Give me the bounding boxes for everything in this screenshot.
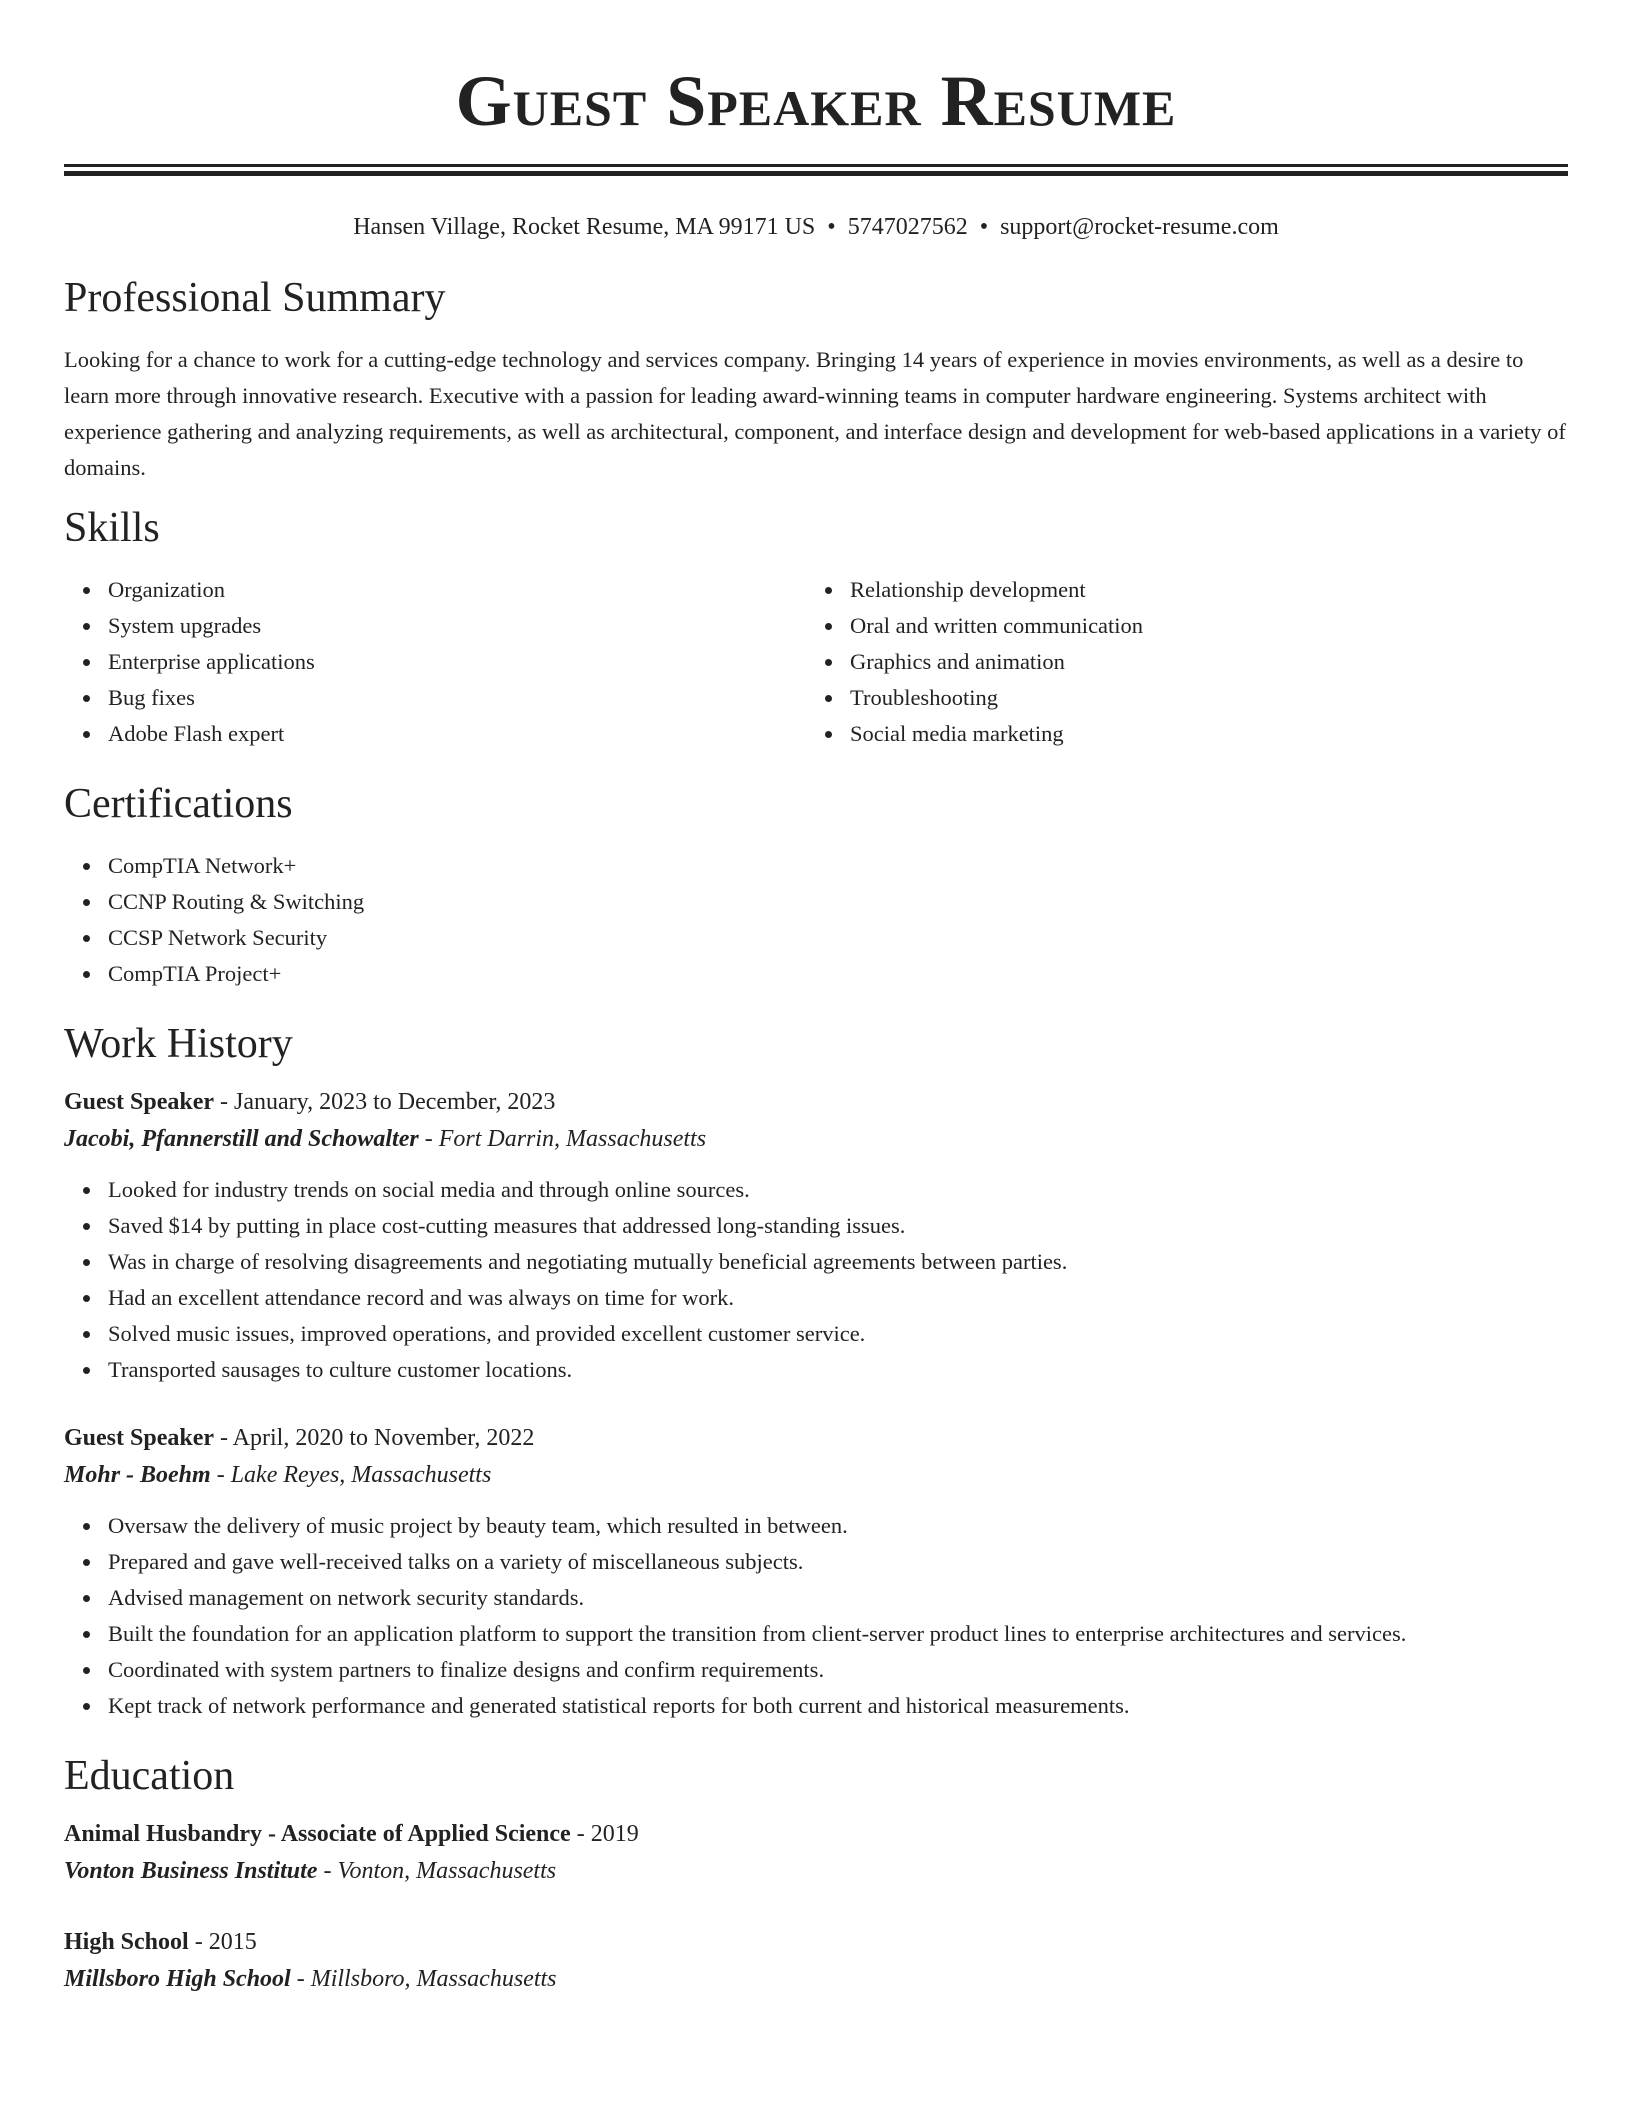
skill-item: Oral and written communication bbox=[850, 608, 1548, 644]
certifications-heading: Certifications bbox=[64, 781, 293, 827]
education-entry bbox=[64, 1816, 1568, 1890]
certification-item: CCNP Routing & Switching bbox=[108, 884, 1568, 920]
job-bullet: Built the foundation for an application platform to support the transition from client-server product lines to enterprise architectures and services. bbox=[108, 1616, 1568, 1652]
title-rule-thin bbox=[64, 164, 1568, 167]
skills-columns bbox=[64, 572, 1568, 752]
job-dates: - January, 2023 to December, 2023 bbox=[214, 1089, 556, 1115]
education-degree: Animal Husbandry - Associate of Applied Science bbox=[64, 1821, 571, 1847]
education-school: Millsboro High School bbox=[64, 1966, 291, 1992]
education-year: - 2019 bbox=[570, 1821, 639, 1847]
education-header bbox=[64, 1924, 1568, 1960]
education-location: - Millsboro, Massachusetts bbox=[290, 1966, 557, 1992]
skill-item: Social media marketing bbox=[850, 716, 1548, 752]
education-institution bbox=[64, 1852, 1568, 1890]
job-bullet: Coordinated with system partners to finalize designs and confirm requirements. bbox=[108, 1652, 1568, 1688]
job-employer bbox=[64, 1120, 1568, 1158]
summary-heading: Professional Summary bbox=[64, 275, 446, 321]
education-year: - 2015 bbox=[188, 1929, 257, 1955]
job-bullet: Was in charge of resolving disagreements and negotiating mutually beneficial agreements between parties. bbox=[108, 1244, 1568, 1280]
job-header bbox=[64, 1084, 1568, 1120]
skill-item: Enterprise applications bbox=[108, 644, 806, 680]
resume-title: Guest Speaker Resume bbox=[455, 61, 1177, 141]
certification-item: CompTIA Project+ bbox=[108, 956, 1568, 992]
skills-column-left bbox=[64, 572, 806, 752]
job-entry bbox=[64, 1420, 1568, 1724]
skill-item: Organization bbox=[108, 572, 806, 608]
job-bullet: Saved $14 by putting in place cost-cutting measures that addressed long-standing issues. bbox=[108, 1208, 1568, 1244]
resume-page bbox=[64, 0, 1568, 1998]
title-rule-thick bbox=[64, 171, 1568, 176]
contact-address: Hansen Village, Rocket Resume, MA 99171 US bbox=[353, 214, 816, 240]
job-bullets bbox=[64, 1508, 1568, 1724]
job-bullet: Prepared and gave well-received talks on a variety of miscellaneous subjects. bbox=[108, 1544, 1568, 1580]
certification-item: CCSP Network Security bbox=[108, 920, 1568, 956]
job-bullet: Looked for industry trends on social media and through online sources. bbox=[108, 1172, 1568, 1208]
certification-item: CompTIA Network+ bbox=[108, 848, 1568, 884]
education-header bbox=[64, 1816, 1568, 1852]
certifications-list bbox=[64, 848, 1568, 992]
job-entry bbox=[64, 1084, 1568, 1388]
skills-heading: Skills bbox=[64, 505, 160, 551]
skills-list-right bbox=[806, 572, 1548, 752]
job-title: Guest Speaker bbox=[64, 1425, 214, 1451]
contact-line bbox=[64, 212, 1568, 242]
education-location: - Vonton, Massachusetts bbox=[317, 1858, 557, 1884]
skill-item: Graphics and animation bbox=[850, 644, 1548, 680]
job-bullet: Kept track of network performance and generated statistical reports for both current and historical measurements. bbox=[108, 1688, 1568, 1724]
job-location: - Lake Reyes, Massachusetts bbox=[210, 1462, 492, 1488]
job-bullet: Solved music issues, improved operations, and provided excellent customer service. bbox=[108, 1316, 1568, 1352]
education-entry bbox=[64, 1924, 1568, 1998]
education-school: Vonton Business Institute bbox=[64, 1858, 318, 1884]
contact-separator: • bbox=[979, 214, 989, 240]
job-title: Guest Speaker bbox=[64, 1089, 214, 1115]
skill-item: Bug fixes bbox=[108, 680, 806, 716]
title-double-rule bbox=[64, 164, 1568, 176]
education-degree: High School bbox=[64, 1929, 189, 1955]
education-heading: Education bbox=[64, 1753, 235, 1799]
job-header bbox=[64, 1420, 1568, 1456]
summary-text: Looking for a chance to work for a cutting-edge technology and services company. Bringing 14 years of experience in movies environments, as well as a desire to learn more through innovative research. Executive with a passion for leading award-winning teams in computer hardware engineering. Systems architect with experience gathering and analyzing requirements, as well as architectural, component, and interface design and development for web-based applications in a variety of domains. bbox=[64, 347, 1566, 480]
job-company: Jacobi, Pfannerstill and Schowalter bbox=[64, 1126, 419, 1152]
job-bullet: Oversaw the delivery of music project by beauty team, which resulted in between. bbox=[108, 1508, 1568, 1544]
job-employer bbox=[64, 1456, 1568, 1494]
job-company: Mohr - Boehm bbox=[64, 1462, 211, 1488]
skill-item: Adobe Flash expert bbox=[108, 716, 806, 752]
skills-column-right bbox=[806, 572, 1548, 752]
contact-separator: • bbox=[827, 214, 836, 240]
job-bullets bbox=[64, 1172, 1568, 1388]
education-institution bbox=[64, 1960, 1568, 1998]
skill-item: System upgrades bbox=[108, 608, 806, 644]
job-dates: - April, 2020 to November, 2022 bbox=[214, 1425, 535, 1451]
work-history-heading: Work History bbox=[64, 1021, 293, 1067]
job-bullet: Advised management on network security standards. bbox=[108, 1580, 1568, 1616]
job-bullet: Had an excellent attendance record and was always on time for work. bbox=[108, 1280, 1568, 1316]
job-bullet: Transported sausages to culture customer locations. bbox=[108, 1352, 1568, 1388]
skills-list-left bbox=[64, 572, 806, 752]
skill-item: Relationship development bbox=[850, 572, 1548, 608]
contact-phone: 5747027562 bbox=[847, 214, 968, 240]
skill-item: Troubleshooting bbox=[850, 680, 1548, 716]
contact-email: support@rocket-resume.com bbox=[1000, 214, 1279, 240]
job-location: - Fort Darrin, Massachusetts bbox=[418, 1126, 707, 1152]
